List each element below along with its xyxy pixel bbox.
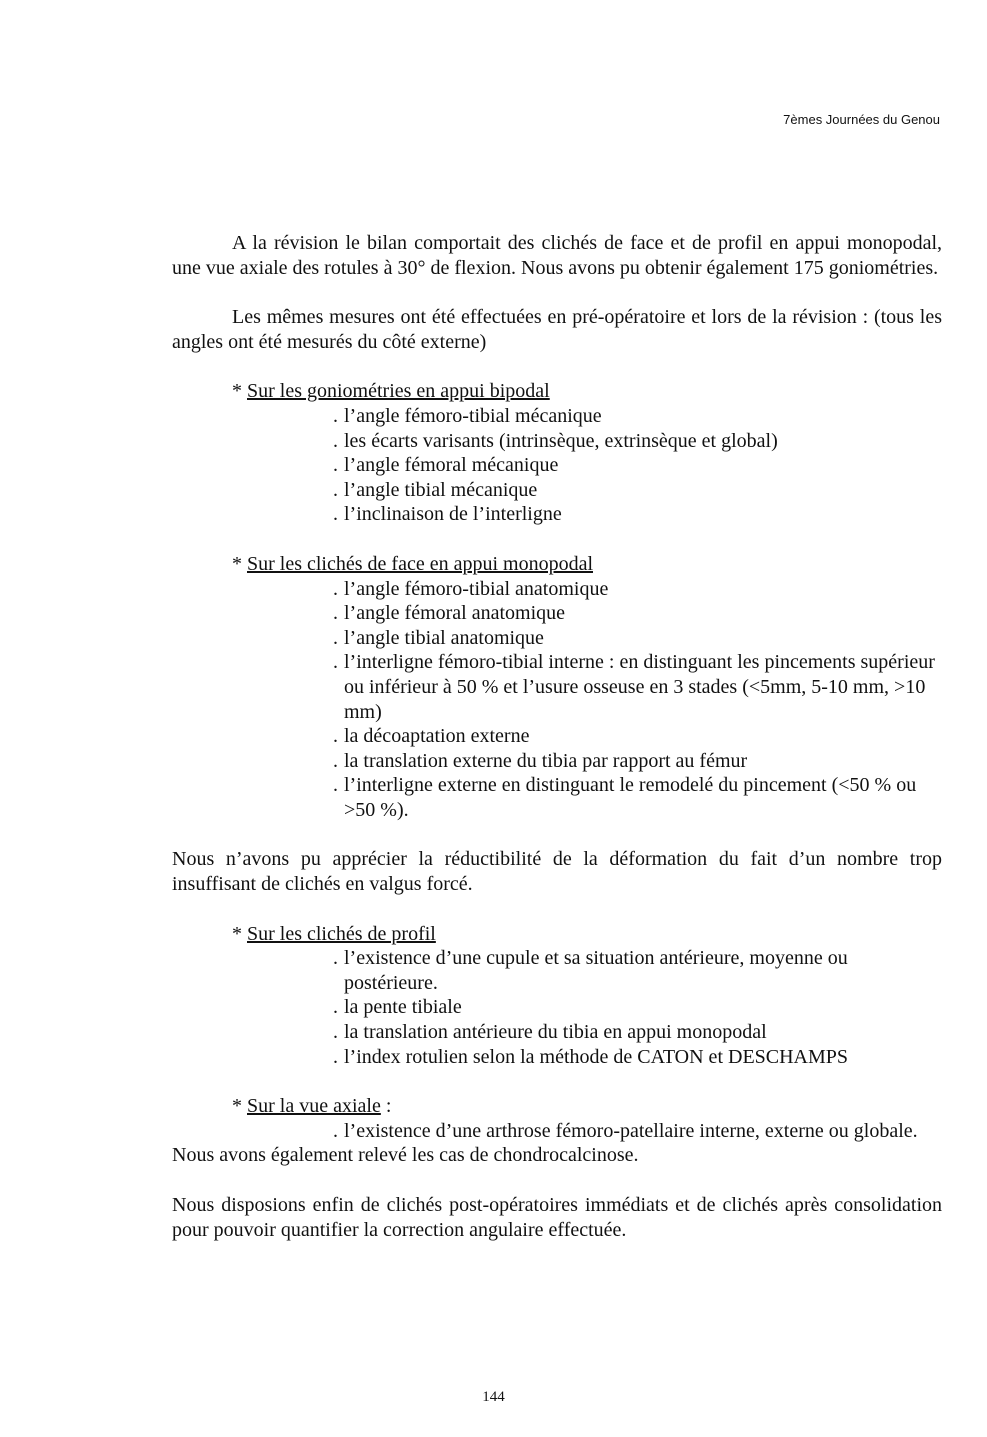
section-heading [232, 1094, 942, 1119]
bullet-star: * [232, 552, 242, 575]
section-item-list [232, 946, 942, 1069]
section-title: Sur les clichés de profil [247, 922, 436, 945]
list-item: . l’angle fémoro-tibial anatomique [333, 577, 942, 602]
section-title: Sur les goniométries en appui bipodal [247, 380, 550, 403]
section-axial-view [232, 1094, 942, 1143]
paragraph-postoperative: Nous disposions enfin de clichés post-opératoires immédiats et de clichés après consolidation pour pouvoir quantifier la correction angulaire effectuée. [172, 1194, 942, 1241]
section-item-list [232, 404, 942, 527]
list-item: . la pente tibiale [333, 995, 942, 1020]
section-title: Sur la vue axiale [247, 1095, 381, 1118]
section-heading [232, 922, 942, 947]
bullet-star: * [232, 1095, 242, 1118]
list-item: . la décoaptation externe [333, 724, 942, 749]
section-item-list [232, 1119, 942, 1144]
list-item: . la translation antérieure du tibia en appui monopodal [333, 1020, 942, 1045]
document-body [172, 231, 942, 1242]
section-goniometries [232, 379, 942, 527]
list-item: . l’interligne fémoro-tibial interne : en distinguant les pincements supérieur ou inférieur à 50 % et l’usure osseuse en 3 stades (<5mm, 5-10 mm, >10 mm) [333, 650, 942, 724]
list-item: . l’existence d’une arthrose fémoro-patellaire interne, externe ou globale. [333, 1119, 942, 1144]
section-item-list [232, 577, 942, 823]
list-item: . l’angle tibial anatomique [333, 626, 942, 651]
running-header: 7èmes Journées du Genou [783, 112, 940, 127]
list-item: . l’angle fémoro-tibial mécanique [333, 404, 942, 429]
section-heading [232, 379, 942, 404]
section-title: Sur les clichés de face en appui monopodal [247, 552, 593, 575]
section-profile-cliches [232, 922, 942, 1070]
section-heading [232, 552, 942, 577]
bullet-star: * [232, 380, 242, 403]
paragraph-revision-assessment: A la révision le bilan comportait des clichés de face et de profil en appui monopodal, une vue axiale des rotules à 30° de flexion. Nous avons pu obtenir également 175 goniométries. [172, 232, 942, 279]
list-item: . l’inclinaison de l’interligne [333, 502, 942, 527]
bullet-star: * [232, 922, 242, 945]
list-item: . l’index rotulien selon la méthode de CATON et DESCHAMPS [333, 1045, 942, 1070]
list-item: . l’angle fémoral anatomique [333, 601, 942, 626]
list-item: . l’angle fémoral mécanique [333, 453, 942, 478]
paragraph-measurements: Les mêmes mesures ont été effectuées en pré-opératoire et lors de la révision : (tous les angles ont été mesurés du côté externe) [172, 306, 942, 353]
list-item: . les écarts varisants (intrinsèque, extrinsèque et global) [333, 429, 942, 454]
section-face-cliches [232, 552, 942, 823]
list-item: . l’interligne externe en distinguant le remodelé du pincement (<50 % ou >50 %). [333, 773, 942, 822]
section-title-suffix: : [380, 1095, 392, 1118]
page-number: 144 [482, 1389, 505, 1405]
paragraph-reducibility: Nous n’avons pu apprécier la réductibilité de la déformation du fait d’un nombre trop insuffisant de clichés en valgus forcé. [172, 848, 942, 896]
list-item: . la translation externe du tibia par rapport au fémur [333, 749, 942, 774]
list-item: . l’existence d’une cupule et sa situation antérieure, moyenne ou postérieure. [333, 946, 942, 995]
list-item: . l’angle tibial mécanique [333, 478, 942, 503]
paragraph-chondrocalcinosis: Nous avons également relevé les cas de chondrocalcinose. [172, 1144, 639, 1167]
